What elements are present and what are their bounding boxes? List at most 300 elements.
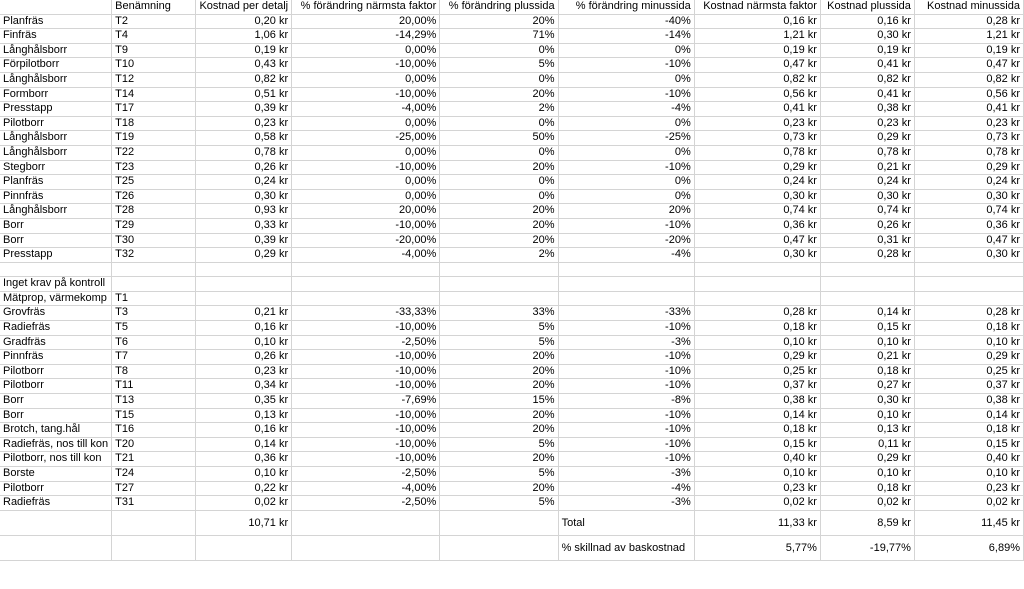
cell-pct-plus[interactable]: 0% [440,145,558,160]
cell-cost-nearest[interactable]: 0,47 kr [694,58,820,73]
cell-pct-minus[interactable]: 0% [558,189,694,204]
cell-pct-nearest[interactable] [292,535,440,560]
cell-cost-plus[interactable]: 0,10 kr [820,408,914,423]
cell-pct-minus[interactable]: -10% [558,218,694,233]
cell-cost[interactable]: 10,71 kr [196,510,292,535]
cell-cost-nearest[interactable]: 0,28 kr [694,306,820,321]
cell-cost-plus[interactable]: 0,21 kr [820,350,914,365]
cell-code[interactable]: T32 [112,248,196,263]
cell-pct-nearest[interactable] [292,510,440,535]
cell-pct-minus[interactable] [558,262,694,277]
cell-cost-minus[interactable]: 0,23 kr [914,116,1023,131]
cell-cost-plus[interactable]: 0,41 kr [820,87,914,102]
cell-pct-plus[interactable]: 2% [440,102,558,117]
cell-cost-minus[interactable]: 0,47 kr [914,233,1023,248]
cell-name[interactable]: Radiefräs, nos till kon [0,437,112,452]
cell-cost-nearest[interactable]: 0,10 kr [694,467,820,482]
cell-cost-plus[interactable]: 0,24 kr [820,175,914,190]
cell-cost[interactable]: 0,82 kr [196,72,292,87]
cell-cost-nearest[interactable]: 0,56 kr [694,87,820,102]
cell-pct-plus[interactable] [440,291,558,306]
cell-pct-nearest[interactable]: -10,00% [292,87,440,102]
cell-cost-minus[interactable]: 0,37 kr [914,379,1023,394]
cell-cost[interactable]: 0,36 kr [196,452,292,467]
cell-cost[interactable]: 0,19 kr [196,43,292,58]
cell-code[interactable]: T21 [112,452,196,467]
cell-pct-minus[interactable]: % skillnad av baskostnad [558,535,694,560]
cell-pct-minus[interactable] [558,291,694,306]
cell-cost-minus[interactable]: 0,24 kr [914,175,1023,190]
cell-cost[interactable]: 0,35 kr [196,394,292,409]
cell-pct-plus[interactable]: 5% [440,496,558,511]
cell-code[interactable]: T27 [112,481,196,496]
cell-pct-plus[interactable]: 20% [440,379,558,394]
cell-pct-plus[interactable]: 20% [440,423,558,438]
cell-cost[interactable]: 0,13 kr [196,408,292,423]
cell-cost-plus[interactable]: 0,15 kr [820,321,914,336]
cell-cost[interactable]: 0,16 kr [196,321,292,336]
cell-cost[interactable]: 0,10 kr [196,467,292,482]
cell-cost[interactable]: 0,30 kr [196,189,292,204]
cell-pct-nearest[interactable]: -4,00% [292,102,440,117]
cell-name[interactable]: Planfräs [0,14,112,29]
cell-pct-nearest[interactable]: 0,00% [292,145,440,160]
cell-pct-minus[interactable]: 0% [558,116,694,131]
cell-cost-minus[interactable]: 0,18 kr [914,321,1023,336]
cell-cost-plus[interactable]: 0,78 kr [820,145,914,160]
cell-cost-minus[interactable]: 0,40 kr [914,452,1023,467]
cell-pct-nearest[interactable]: -33,33% [292,306,440,321]
cell-cost-minus[interactable]: 0,47 kr [914,58,1023,73]
cell-cost-nearest[interactable]: 0,19 kr [694,43,820,58]
cell-pct-minus[interactable]: -10% [558,437,694,452]
cell-cost-plus[interactable]: 0,30 kr [820,29,914,44]
cell-cost-nearest[interactable]: 0,18 kr [694,321,820,336]
cell-cost-minus[interactable]: 0,82 kr [914,72,1023,87]
cell-pct-minus[interactable]: -10% [558,87,694,102]
cell-pct-plus[interactable]: 5% [440,467,558,482]
cell-pct-nearest[interactable]: -10,00% [292,408,440,423]
cell-pct-plus[interactable]: 20% [440,160,558,175]
cell-cost-minus[interactable]: 0,78 kr [914,145,1023,160]
cell-name[interactable]: Gradfräs [0,335,112,350]
cell-cost-plus[interactable]: 0,18 kr [820,481,914,496]
cell-cost-minus[interactable]: 0,28 kr [914,306,1023,321]
cell-cost-plus[interactable]: Kostnad plussida [820,0,914,14]
cell-pct-minus[interactable]: -10% [558,408,694,423]
cell-cost-plus[interactable]: 0,11 kr [820,437,914,452]
cell-pct-minus[interactable]: 20% [558,204,694,219]
cell-code[interactable]: T7 [112,350,196,365]
cell-cost-nearest[interactable]: 0,10 kr [694,335,820,350]
cell-pct-plus[interactable] [440,262,558,277]
cell-pct-minus[interactable]: -25% [558,131,694,146]
cell-name[interactable]: Pinnfräs [0,189,112,204]
cell-pct-nearest[interactable]: 0,00% [292,72,440,87]
cell-cost-plus[interactable]: 0,21 kr [820,160,914,175]
cell-cost-minus[interactable]: 0,41 kr [914,102,1023,117]
cell-pct-minus[interactable]: 0% [558,72,694,87]
cell-pct-minus[interactable]: -8% [558,394,694,409]
cell-cost-nearest[interactable]: 0,30 kr [694,189,820,204]
cell-pct-nearest[interactable]: % förändring närmsta faktor [292,0,440,14]
cell-pct-plus[interactable]: 20% [440,87,558,102]
cell-pct-nearest[interactable]: 0,00% [292,175,440,190]
cell-cost-minus[interactable]: 0,25 kr [914,364,1023,379]
cell-code[interactable]: T6 [112,335,196,350]
cell-cost-nearest[interactable] [694,291,820,306]
cell-code[interactable]: T31 [112,496,196,511]
cell-name[interactable] [0,0,112,14]
cell-name[interactable]: Pilotborr [0,364,112,379]
cell-pct-plus[interactable] [440,535,558,560]
cell-code[interactable]: T26 [112,189,196,204]
cell-name[interactable]: Presstapp [0,248,112,263]
cell-cost-minus[interactable] [914,291,1023,306]
cell-pct-plus[interactable]: 0% [440,72,558,87]
cell-cost-nearest[interactable]: 0,40 kr [694,452,820,467]
cell-pct-minus[interactable]: -40% [558,14,694,29]
cell-code[interactable]: T22 [112,145,196,160]
cell-cost-nearest[interactable]: 0,18 kr [694,423,820,438]
cell-pct-plus[interactable] [440,277,558,292]
cell-cost-plus[interactable]: 0,02 kr [820,496,914,511]
cell-code[interactable]: T18 [112,116,196,131]
cell-pct-nearest[interactable]: -2,50% [292,335,440,350]
cell-cost-minus[interactable]: 0,36 kr [914,218,1023,233]
cell-cost-plus[interactable] [820,291,914,306]
cell-cost-nearest[interactable]: 0,74 kr [694,204,820,219]
cell-cost-nearest[interactable]: 0,38 kr [694,394,820,409]
cell-name[interactable]: Inget krav på kontroll [0,277,112,292]
cell-pct-nearest[interactable]: -10,00% [292,160,440,175]
cell-cost-plus[interactable]: 0,16 kr [820,14,914,29]
cell-name[interactable]: Radiefräs [0,496,112,511]
cell-name[interactable]: Borr [0,233,112,248]
cell-pct-minus[interactable]: Total [558,510,694,535]
cell-name[interactable]: Planfräs [0,175,112,190]
cell-cost-nearest[interactable]: 0,16 kr [694,14,820,29]
cell-cost-minus[interactable]: 0,29 kr [914,160,1023,175]
cell-cost-minus[interactable]: 0,38 kr [914,394,1023,409]
cell-cost[interactable]: 0,16 kr [196,423,292,438]
cell-pct-minus[interactable]: -14% [558,29,694,44]
cell-cost-nearest[interactable]: 0,82 kr [694,72,820,87]
cell-cost[interactable]: 0,39 kr [196,102,292,117]
cell-cost-minus[interactable]: 0,19 kr [914,43,1023,58]
cell-pct-nearest[interactable]: -10,00% [292,350,440,365]
cell-cost-minus[interactable]: 0,23 kr [914,481,1023,496]
cell-pct-minus[interactable]: 0% [558,145,694,160]
cell-cost-minus[interactable] [914,277,1023,292]
cell-cost-plus[interactable]: 0,27 kr [820,379,914,394]
cell-cost-nearest[interactable]: 1,21 kr [694,29,820,44]
cell-name[interactable]: Pilotborr [0,116,112,131]
cell-cost[interactable]: 0,26 kr [196,160,292,175]
cell-cost[interactable] [196,535,292,560]
cell-pct-plus[interactable]: 20% [440,233,558,248]
cell-pct-plus[interactable] [440,510,558,535]
cell-cost-plus[interactable]: 0,23 kr [820,116,914,131]
cell-pct-plus[interactable]: % förändring plussida [440,0,558,14]
cell-cost-minus[interactable]: 0,28 kr [914,14,1023,29]
cell-pct-plus[interactable]: 5% [440,321,558,336]
cell-cost-plus[interactable]: 0,30 kr [820,189,914,204]
cell-cost[interactable]: 0,43 kr [196,58,292,73]
cell-cost[interactable]: 0,34 kr [196,379,292,394]
cell-pct-nearest[interactable]: 0,00% [292,116,440,131]
cell-cost-plus[interactable]: 0,31 kr [820,233,914,248]
cell-cost-nearest[interactable] [694,277,820,292]
cell-pct-plus[interactable]: 20% [440,218,558,233]
cell-name[interactable]: Grovfräs [0,306,112,321]
cell-cost-plus[interactable]: 0,29 kr [820,452,914,467]
cell-cost-minus[interactable]: 0,56 kr [914,87,1023,102]
cell-cost-plus[interactable]: 0,18 kr [820,364,914,379]
cell-cost[interactable]: 0,58 kr [196,131,292,146]
cell-cost-plus[interactable] [820,262,914,277]
cell-cost-nearest[interactable]: 0,29 kr [694,350,820,365]
cell-pct-minus[interactable]: 0% [558,43,694,58]
cell-cost[interactable]: 0,93 kr [196,204,292,219]
cell-code[interactable]: T11 [112,379,196,394]
cell-pct-plus[interactable]: 0% [440,43,558,58]
cell-pct-minus[interactable]: -33% [558,306,694,321]
cell-pct-minus[interactable]: -10% [558,364,694,379]
cell-cost[interactable]: 0,23 kr [196,116,292,131]
cell-code[interactable]: T1 [112,291,196,306]
cell-name[interactable]: Pilotborr [0,481,112,496]
cell-cost-nearest[interactable]: 11,33 kr [694,510,820,535]
cell-cost-nearest[interactable]: 0,41 kr [694,102,820,117]
cell-code[interactable]: T4 [112,29,196,44]
cell-cost[interactable] [196,277,292,292]
cell-cost-nearest[interactable]: 0,29 kr [694,160,820,175]
cell-cost-minus[interactable]: 0,30 kr [914,248,1023,263]
cell-code[interactable]: T16 [112,423,196,438]
cell-cost-plus[interactable]: 0,82 kr [820,72,914,87]
cell-pct-minus[interactable]: -3% [558,496,694,511]
cell-code[interactable]: T12 [112,72,196,87]
cell-cost-nearest[interactable]: 0,15 kr [694,437,820,452]
cell-code[interactable] [112,510,196,535]
cell-pct-minus[interactable]: -10% [558,58,694,73]
cell-pct-nearest[interactable]: -10,00% [292,321,440,336]
cell-cost[interactable]: 0,14 kr [196,437,292,452]
cell-cost-plus[interactable] [820,277,914,292]
cell-cost[interactable]: 0,02 kr [196,496,292,511]
cell-name[interactable]: Brotch, tang.hål [0,423,112,438]
cell-cost[interactable]: 0,39 kr [196,233,292,248]
cell-code[interactable]: T25 [112,175,196,190]
cell-pct-minus[interactable]: -10% [558,160,694,175]
cell-cost-plus[interactable]: 0,13 kr [820,423,914,438]
cell-name[interactable] [0,535,112,560]
cell-cost-nearest[interactable]: Kostnad närmsta faktor [694,0,820,14]
cell-name[interactable]: Borr [0,408,112,423]
cell-pct-nearest[interactable]: -25,00% [292,131,440,146]
cell-name[interactable]: Borste [0,467,112,482]
cell-cost-plus[interactable]: 0,10 kr [820,335,914,350]
cell-code[interactable] [112,535,196,560]
cell-name[interactable]: Borr [0,394,112,409]
cell-cost[interactable]: 0,24 kr [196,175,292,190]
cell-pct-nearest[interactable]: -10,00% [292,452,440,467]
cell-cost[interactable]: 0,29 kr [196,248,292,263]
cell-cost[interactable]: 0,33 kr [196,218,292,233]
cell-code[interactable]: T20 [112,437,196,452]
cell-code[interactable]: T2 [112,14,196,29]
cell-pct-nearest[interactable]: -10,00% [292,364,440,379]
cell-cost-nearest[interactable]: 0,37 kr [694,379,820,394]
cell-pct-plus[interactable]: 50% [440,131,558,146]
cell-code[interactable]: Benämning [112,0,196,14]
cell-name[interactable]: Långhålsborr [0,145,112,160]
cell-cost-nearest[interactable]: 0,02 kr [694,496,820,511]
cell-cost-minus[interactable]: 0,14 kr [914,408,1023,423]
cell-cost-plus[interactable]: 0,29 kr [820,131,914,146]
cell-cost-plus[interactable]: 0,14 kr [820,306,914,321]
cell-cost[interactable]: 0,23 kr [196,364,292,379]
cell-cost-minus[interactable]: 0,10 kr [914,467,1023,482]
cell-pct-plus[interactable]: 0% [440,189,558,204]
cell-cost[interactable]: 0,10 kr [196,335,292,350]
cell-cost-minus[interactable]: Kostnad minussida [914,0,1023,14]
cell-pct-minus[interactable]: -10% [558,321,694,336]
cell-cost-nearest[interactable]: 0,78 kr [694,145,820,160]
cell-pct-nearest[interactable] [292,291,440,306]
cell-cost[interactable]: 0,78 kr [196,145,292,160]
cell-pct-nearest[interactable]: -10,00% [292,423,440,438]
cell-name[interactable]: Radiefräs [0,321,112,336]
cell-pct-minus[interactable]: -4% [558,481,694,496]
cell-pct-minus[interactable]: -20% [558,233,694,248]
cell-pct-nearest[interactable]: -10,00% [292,58,440,73]
cell-name[interactable]: Pilotborr [0,379,112,394]
cell-pct-plus[interactable]: 20% [440,408,558,423]
cell-pct-nearest[interactable]: -10,00% [292,437,440,452]
cell-cost-minus[interactable]: 0,10 kr [914,335,1023,350]
cell-cost-nearest[interactable]: 0,24 kr [694,175,820,190]
cell-cost[interactable]: 0,22 kr [196,481,292,496]
cell-pct-plus[interactable]: 20% [440,14,558,29]
cell-code[interactable]: T10 [112,58,196,73]
cell-pct-nearest[interactable]: 0,00% [292,43,440,58]
cell-cost-minus[interactable]: 0,02 kr [914,496,1023,511]
cell-cost-minus[interactable]: 6,89% [914,535,1023,560]
cell-code[interactable]: T5 [112,321,196,336]
cell-cost-minus[interactable]: 1,21 kr [914,29,1023,44]
cell-cost-plus[interactable]: 0,19 kr [820,43,914,58]
cell-name[interactable]: Mätprop, värmekomp [0,291,112,306]
cell-pct-nearest[interactable]: -10,00% [292,379,440,394]
cell-code[interactable]: T30 [112,233,196,248]
cell-pct-plus[interactable]: 20% [440,481,558,496]
cell-cost-nearest[interactable]: 0,73 kr [694,131,820,146]
cell-pct-minus[interactable]: -4% [558,248,694,263]
cell-name[interactable]: Presstapp [0,102,112,117]
cell-pct-plus[interactable]: 20% [440,350,558,365]
cell-pct-minus[interactable]: 0% [558,175,694,190]
cell-pct-plus[interactable]: 5% [440,437,558,452]
cell-name[interactable] [0,510,112,535]
cell-cost-nearest[interactable]: 0,47 kr [694,233,820,248]
cell-cost[interactable]: 1,06 kr [196,29,292,44]
cell-name[interactable]: Långhålsborr [0,131,112,146]
cell-pct-minus[interactable]: -3% [558,335,694,350]
cell-cost-nearest[interactable]: 0,14 kr [694,408,820,423]
cell-name[interactable]: Finfräs [0,29,112,44]
cell-cost-nearest[interactable]: 0,30 kr [694,248,820,263]
cell-pct-minus[interactable]: -10% [558,452,694,467]
cell-cost-minus[interactable]: 0,30 kr [914,189,1023,204]
cell-cost-minus[interactable]: 0,74 kr [914,204,1023,219]
cell-cost-minus[interactable]: 0,18 kr [914,423,1023,438]
cell-cost[interactable] [196,291,292,306]
cell-cost-plus[interactable]: 0,30 kr [820,394,914,409]
cell-cost-nearest[interactable]: 0,23 kr [694,481,820,496]
cell-name[interactable] [0,262,112,277]
cell-code[interactable]: T24 [112,467,196,482]
cell-cost-nearest[interactable]: 0,25 kr [694,364,820,379]
cell-name[interactable]: Borr [0,218,112,233]
cell-pct-nearest[interactable]: 20,00% [292,204,440,219]
cell-pct-plus[interactable]: 2% [440,248,558,263]
cell-pct-nearest[interactable]: 20,00% [292,14,440,29]
cell-cost-nearest[interactable]: 0,23 kr [694,116,820,131]
cell-cost[interactable]: 0,26 kr [196,350,292,365]
cell-pct-plus[interactable]: 71% [440,29,558,44]
cell-cost[interactable]: 0,21 kr [196,306,292,321]
cell-pct-plus[interactable]: 20% [440,204,558,219]
cell-pct-minus[interactable]: -10% [558,350,694,365]
cell-code[interactable]: T9 [112,43,196,58]
cell-pct-nearest[interactable]: -7,69% [292,394,440,409]
cell-pct-nearest[interactable]: 0,00% [292,189,440,204]
cell-pct-nearest[interactable]: -20,00% [292,233,440,248]
cell-cost-plus[interactable]: -19,77% [820,535,914,560]
cell-pct-nearest[interactable]: -2,50% [292,467,440,482]
cell-pct-minus[interactable]: % förändring minussida [558,0,694,14]
cell-pct-plus[interactable]: 0% [440,175,558,190]
cell-cost-minus[interactable]: 0,29 kr [914,350,1023,365]
cell-pct-minus[interactable]: -3% [558,467,694,482]
cell-name[interactable]: Formborr [0,87,112,102]
cell-code[interactable]: T8 [112,364,196,379]
cell-name[interactable]: Pilotborr, nos till kon [0,452,112,467]
cell-code[interactable]: T13 [112,394,196,409]
cell-code[interactable]: T15 [112,408,196,423]
cell-code[interactable]: T3 [112,306,196,321]
cell-pct-plus[interactable]: 5% [440,335,558,350]
cell-cost-nearest[interactable] [694,262,820,277]
cell-cost-plus[interactable]: 0,26 kr [820,218,914,233]
cell-pct-plus[interactable]: 15% [440,394,558,409]
cell-cost-minus[interactable]: 0,15 kr [914,437,1023,452]
cell-code[interactable]: T23 [112,160,196,175]
cell-cost-plus[interactable]: 0,74 kr [820,204,914,219]
cell-pct-plus[interactable]: 5% [440,58,558,73]
cell-cost[interactable] [196,262,292,277]
cell-cost-plus[interactable]: 0,38 kr [820,102,914,117]
cell-pct-minus[interactable]: -10% [558,423,694,438]
cell-cost-plus[interactable]: 0,28 kr [820,248,914,263]
cell-cost-minus[interactable]: 0,73 kr [914,131,1023,146]
cell-code[interactable]: T17 [112,102,196,117]
cell-pct-nearest[interactable]: -14,29% [292,29,440,44]
cell-pct-minus[interactable]: -4% [558,102,694,117]
cell-cost-minus[interactable]: 11,45 kr [914,510,1023,535]
